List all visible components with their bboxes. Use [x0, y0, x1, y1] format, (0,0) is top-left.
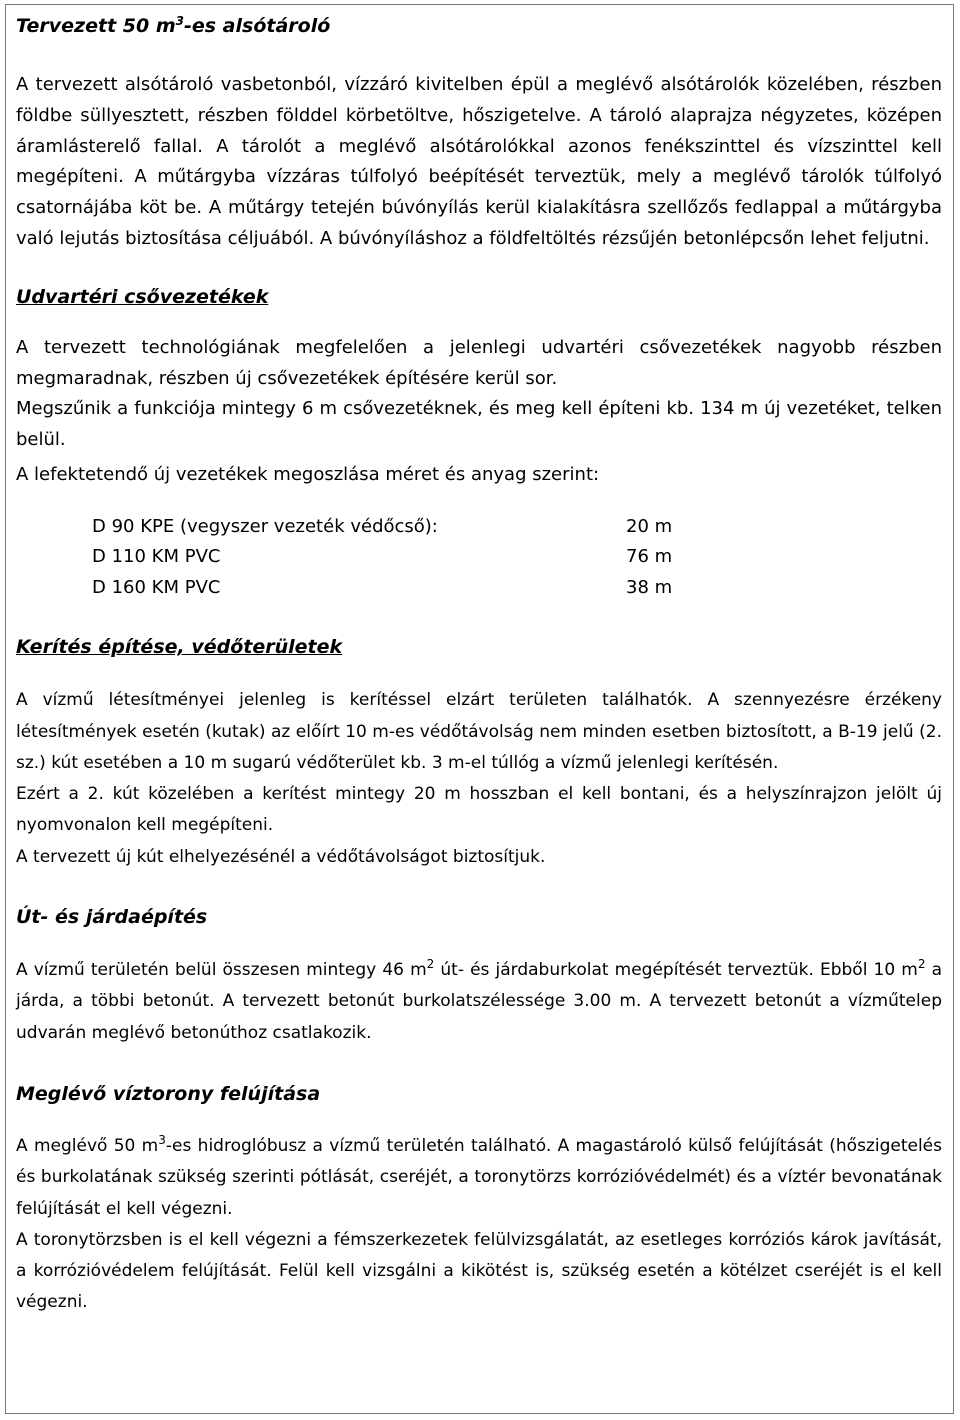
pipe-row: [92, 573, 942, 604]
pipe-name: D 90 KPE (vegyszer vezeték védőcső):: [92, 515, 438, 537]
pipe-row: [92, 542, 942, 573]
section-title-pipelines: Udvartéri csővezetékek: [16, 285, 269, 308]
document-page: [5, 4, 954, 1414]
fence-paragraph-1: A vízmű létesítményei jelenleg is kerítéssel elzárt területen találhatók. A szennyezésre érzékeny létesítmények esetén (kutak) az előírt 10 m-es védőtávolság nem minden esetben biztosított, a B-19 jelű (2. sz.) kút esetében a 10 m sugarú védőterület kb. 3 m-el túllóg a vízmű jelenlegi kerítésén.: [16, 690, 942, 773]
pipe-list: [92, 512, 942, 604]
pipelines-paragraph-2: Megszűnik a funkciója mintegy 6 m csővezetéknek, és meg kell építeni kb. 134 m új vezetéket, telken belül.: [16, 398, 942, 451]
tower-paragraph-2: A toronytörzsben is el kell végezni a fémszerkezetek felülvizsgálatát, az esetleges korróziós károk javítását, a korrózióvédelem felújítását. Felül kell vizsgálni a kikötést is, szükség esetén a kötélzet cseréjét is el kell végezni.: [16, 1229, 942, 1313]
section-title-fence: Kerítés építése, védőterületek: [16, 636, 343, 659]
section-title-storage: Tervezett 50 $m^3-es$ alsótároló: [16, 14, 331, 37]
storage-paragraph: A tervezett alsótároló vasbetonból, vízzáró kivitelben épül a meglévő alsótárolók közelében, részben földbe süllyesztett, részben földdel körbetöltve, hőszigetelve. A tároló alaprajza négyzetes, középen áramlásterelő fallal. A tárolót a meglévő alsótárolókkal azonos fenékszinttel és vízszinttel kell megépíteni. A műtárgyba vízzáras túlfolyó beépítését terveztük, mely a meglévő tárolók túlfolyó csatornájába köt be. A műtárgy tetején búvónyílás kerül kialakításra szellőzős fedlappal a műtárgyba való lejutás biztosítása céljuából. A búvónyíláshoz a földfeltöltés rézsűjén betonlépcsőn lehet feljutni.: [16, 74, 942, 249]
pipelines-paragraph-1: A tervezett technológiának megfelelően a jelenlegi udvartéri csővezetékek nagyobb részben megmaradnak, részben új csővezetékek építésére kerül sor.: [16, 336, 942, 389]
section-title-water-tower: Meglévő víztorony felújítása: [16, 1082, 321, 1105]
roads-paragraph: A vízmű területén belül összesen mintegy 46 $m^2$ út- és járdaburkolat megépítését terveztük. Ebből 10 $m^2$ a járda, a többi betonút. A tervezett betonút burkolatszélessége 3.00 m. A tervezett betonút a vízműtelep udvarán meglévő betonúthoz csatlakozik.: [16, 957, 942, 1043]
fence-paragraph-3: A tervezett új kút elhelyezésénél a védőtávolságot biztosítjuk.: [16, 846, 546, 867]
pipelines-paragraph-3: A lefektetendő új vezetékek megoszlása méret és anyag szerint:: [16, 463, 600, 485]
pipe-length: 20 m: [626, 515, 673, 537]
pipe-length: 38 m: [626, 576, 673, 598]
fence-paragraph-2: Ezért a 2. kút közelében a kerítést mintegy 20 m hosszban el kell bontani, és a helyszínrajzon jelölt új nyomvonalon kell megépíteni.: [16, 784, 942, 836]
tower-paragraph-1: A meglévő 50 $m^3-es$ hidroglóbusz a vízmű területén található. A magastároló külső felújítását (hőszigetelés és burkolatának szükség szerinti pótlását, cseréjét, a toronytörzs korrózióvédelmét) és a víztér bevonatának felújítását el kell végezni.: [16, 1132, 942, 1219]
pipe-row: [92, 512, 942, 543]
pipe-length: 76 m: [626, 546, 673, 568]
pipe-name: D 160 KM PVC: [92, 576, 221, 598]
pipe-name: D 110 KM PVC: [92, 546, 221, 568]
section-title-roads: Út- és járdaépítés: [16, 906, 208, 929]
